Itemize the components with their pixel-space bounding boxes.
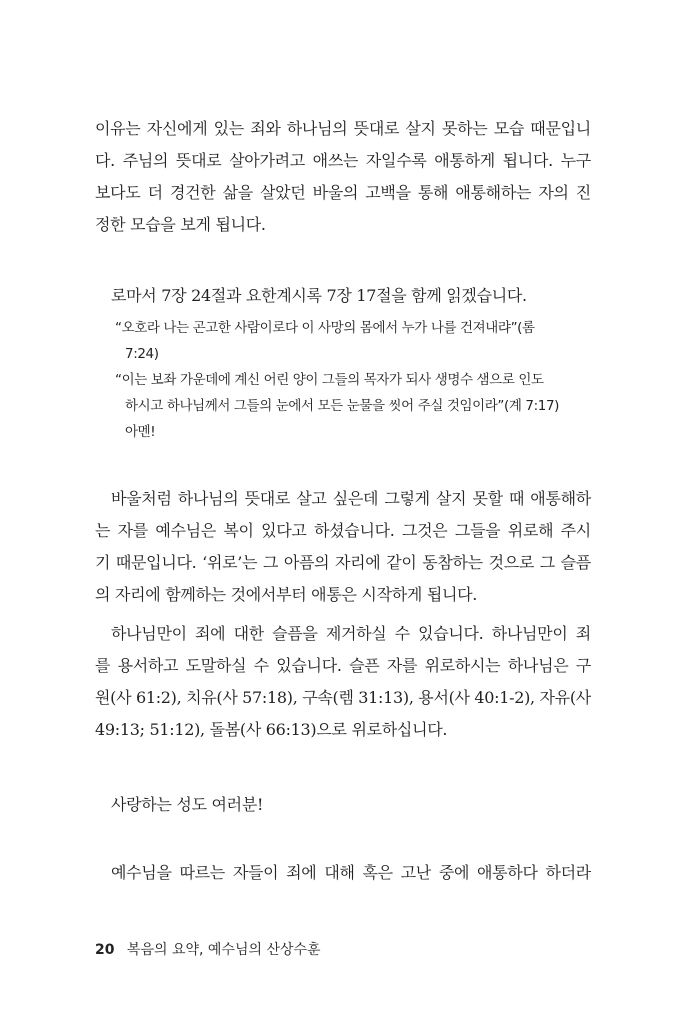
text-line: 의 자리에 함께하는 것에서부터 애통은 시작하게 됩니다. (95, 585, 478, 604)
page-footer (95, 940, 321, 960)
text-line: 로마서 7장 24절과 요한계시록 7장 17절을 함께 읽겠습니다. (111, 286, 527, 305)
body-paragraph-3 (95, 483, 591, 611)
quote-line: 아멘! (125, 424, 156, 440)
scripture-quotes (115, 315, 585, 445)
quote-line: 하시고 하나님께서 그들의 눈에서 모든 눈물을 씻어 주실 것임이라”(계 7:17) (125, 398, 560, 414)
text-line: 바울처럼 하나님의 뜻대로 살고 싶은데 그렇게 살지 못할 때 애통해하 (111, 489, 591, 508)
text-line: 는 자를 예수님은 복이 있다고 하셨습니다. 그것은 그들을 위로해 주시 (95, 521, 591, 540)
text-line: 사랑하는 성도 여러분! (111, 795, 264, 814)
page-number: 20 (95, 942, 115, 958)
text-line: 하나님만이 죄에 대한 슬픔을 제거하실 수 있습니다. 하나님만이 죄 (111, 624, 591, 643)
book-title: 복음의 요약, 예수님의 산상수훈 (126, 942, 321, 958)
text-line: 정한 모습을 보게 됩니다. (95, 215, 266, 234)
scripture-quote-2 (115, 367, 585, 445)
body-paragraph-2 (111, 280, 607, 312)
text-line: 보다도 더 경건한 삶을 살았던 바울의 고백을 통해 애통해하는 자의 진 (95, 183, 591, 202)
scripture-quote-1 (115, 315, 585, 367)
body-paragraph-5 (111, 789, 607, 821)
text-line: 49:13; 51:12), 돌봄(사 66:13)으로 위로하십니다. (95, 720, 448, 739)
quote-line: 7:24) (125, 346, 159, 362)
quote-line: “오호라 나는 곤고한 사람이로다 이 사망의 몸에서 누가 나를 건져내랴”(롬 (115, 320, 535, 336)
quote-line: “이는 보좌 가운데에 계신 어린 양이 그들의 목자가 되사 생명수 샘으로 인도 (115, 372, 544, 388)
text-line: 기 때문입니다. ‘위로’는 그 아픔의 자리에 같이 동참하는 것으로 그 슬픔 (95, 553, 591, 572)
text-line: 원(사 61:2), 치유(사 57:18), 구속(렘 31:13), 용서(사 40:1-2), 자유(사 (95, 688, 591, 707)
text-line: 를 용서하고 도말하실 수 있습니다. 슬픈 자를 위로하시는 하나님은 구 (95, 656, 591, 675)
text-line: 예수님을 따르는 자들이 죄에 대해 혹은 고난 중에 애통하다 하더라 (111, 863, 591, 882)
body-paragraph-1 (95, 113, 591, 241)
body-paragraph-4 (95, 618, 591, 746)
body-paragraph-6 (95, 857, 591, 889)
text-line: 다. 주님의 뜻대로 살아가려고 애쓰는 자일수록 애통하게 됩니다. 누구 (95, 151, 591, 170)
text-line: 이유는 자신에게 있는 죄와 하나님의 뜻대로 살지 못하는 모습 때문입니 (95, 119, 591, 138)
